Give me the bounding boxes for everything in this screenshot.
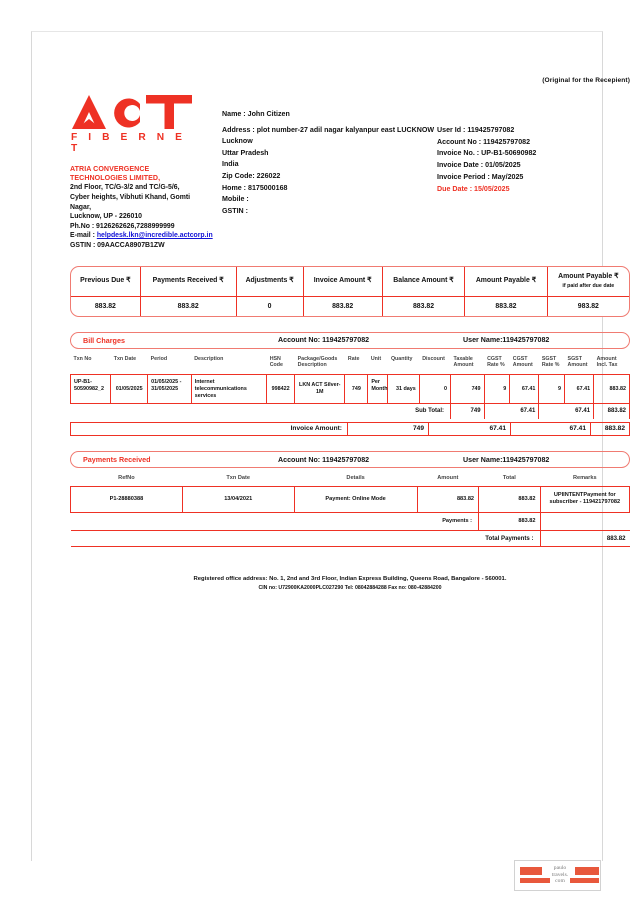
- summary-value-amount-payable: 883.82: [465, 296, 547, 316]
- invoice-content: [70, 77, 630, 593]
- payments-received-account-no: Account No: 119425797082: [278, 455, 370, 464]
- summary-col-invoice-amount: Invoice Amount ₹: [303, 267, 382, 297]
- charges-cell-quantity: 31 days: [388, 374, 419, 403]
- charges-col-discount: Discount: [422, 355, 445, 362]
- charges-col-description: Description: [194, 355, 224, 362]
- bill-charges-table: [70, 353, 630, 419]
- payments-cell-details: Payment: Online Mode: [294, 487, 417, 512]
- charges-col-txn-no: Txn No: [73, 355, 92, 362]
- summary-value-invoice-amount: 883.82: [303, 296, 382, 316]
- company-block: [70, 93, 222, 251]
- customer-home-phone: Home : 8175000168: [222, 183, 288, 192]
- charges-cell-unit: Per Month: [368, 374, 388, 403]
- meta-user-id: User Id : 119425797082: [437, 126, 515, 134]
- customer-name: Name : John Citizen: [222, 110, 290, 118]
- invoice-amount-taxable: 749: [347, 423, 428, 435]
- charges-cell-cgst-rate: 9: [484, 374, 510, 403]
- paulo-travels-watermark: [514, 860, 601, 891]
- charges-col-taxable-amount: Taxable Amount: [453, 355, 474, 369]
- payments-col-txn-date: Txn Date: [226, 475, 250, 482]
- charges-subtotal-sgst-amount: 67.41: [565, 404, 594, 419]
- summary-table: [70, 266, 630, 317]
- summary-col-adjustments: Adjustments ₹: [236, 267, 303, 297]
- summary-col-amount-payable: Amount Payable ₹: [465, 267, 547, 297]
- payments-total-value: 883.82: [540, 530, 629, 546]
- watermark-text: [543, 865, 577, 885]
- summary-header-row: [71, 267, 629, 297]
- watermark-line1: paulo: [553, 865, 567, 871]
- invoice-header: [70, 93, 630, 251]
- charges-subtotal-cgst-amount: 67.41: [510, 404, 539, 419]
- charges-cell-txn-no: UP-B1-50590982_2: [71, 374, 111, 403]
- company-email-label: E-mail :: [70, 232, 97, 240]
- watermark-line2: travels.: [551, 871, 569, 878]
- payments-received-banner: [70, 451, 630, 468]
- meta-account-no: Account No : 119425797082: [437, 137, 531, 146]
- customer-zip: Zip Code: 226022: [222, 171, 281, 180]
- charges-col-package: Package/Goods Description: [297, 355, 338, 369]
- charges-cell-sgst-amount: 67.41: [565, 374, 594, 403]
- act-fibernet-logo: [70, 93, 194, 154]
- charges-data-row: [71, 374, 630, 403]
- company-name-line2: TECHNOLOGIES LIMITED,: [70, 174, 161, 183]
- act-logo-icon: [70, 93, 194, 131]
- charges-col-hsn-code: HSN Code: [269, 355, 283, 369]
- summary-col-payments-received: Payments Received ₹: [140, 267, 236, 297]
- charges-col-quantity: Quantity: [390, 355, 413, 362]
- payments-subtotal-row: [71, 512, 630, 530]
- summary-value-payments-received: 883.82: [140, 296, 236, 316]
- footer-registered-office: Registered office address: No. 1, 2nd and 3rd Floor, Indian Express Building, Queens Road, Bangalore - 560001.: [193, 575, 507, 582]
- charges-cell-description: Internet telecommunications services: [191, 374, 266, 403]
- invoice-amount-row: [70, 422, 630, 436]
- charges-cell-hsn-code: 998422: [267, 374, 295, 403]
- summary-col-amount-payable-late: Amount Payable ₹ if paid after due date: [547, 267, 629, 297]
- company-email-link[interactable]: helpdesk.lkn@incredible.actcorp.in: [96, 232, 213, 240]
- payments-cell-ref-no: P1-28880388: [71, 487, 183, 512]
- charges-cell-period: 01/05/2025 - 31/05/2025: [148, 374, 192, 403]
- customer-mobile: Mobile :: [222, 195, 249, 204]
- payments-received-user-name: User Name:119425797082: [463, 455, 550, 464]
- charges-col-cgst-amount: CGST Amount: [512, 355, 533, 369]
- customer-gstin: GSTIN :: [222, 206, 249, 215]
- summary-value-previous-due: 883.82: [71, 296, 140, 316]
- charges-subtotal-row: [71, 404, 630, 419]
- payments-total-row: [71, 530, 630, 546]
- meta-invoice-no: Invoice No. : UP-B1-50690982: [437, 149, 537, 158]
- meta-invoice-period: Invoice Period : May/2025: [437, 172, 524, 181]
- fibernet-wordmark: F I B E R N E T: [71, 132, 186, 154]
- company-address-block: [70, 165, 220, 251]
- summary-value-adjustments: 0: [236, 296, 303, 316]
- bill-charges-banner: [70, 332, 630, 349]
- charges-col-cgst-rate: CGST Rate %: [487, 355, 505, 369]
- meta-due-date: Due Date : 15/05/2025: [437, 184, 510, 193]
- charges-header-row: [71, 353, 630, 375]
- charges-cell-cgst-amount: 67.41: [510, 374, 539, 403]
- company-address-line2: Cyber heights, Vibhuti Khand, Gomti: [70, 194, 191, 201]
- charges-cell-package: LKN ACT Silver-1M: [295, 374, 345, 403]
- charges-col-period: Period: [150, 355, 168, 362]
- charges-col-sgst-amount: SGST Amount: [567, 355, 588, 369]
- company-email-row: [70, 231, 220, 241]
- customer-state: Uttar Pradesh: [222, 148, 269, 157]
- payments-col-details: Details: [346, 475, 365, 482]
- payments-col-ref-no: RefNo: [118, 475, 135, 482]
- customer-city: Lucknow: [222, 137, 253, 146]
- invoice-meta-block: [437, 93, 630, 195]
- summary-value-balance-amount: 883.82: [382, 296, 465, 316]
- summary-col-previous-due: Previous Due ₹: [71, 267, 140, 297]
- invoice-amount-label: Invoice Amount:: [290, 425, 342, 433]
- summary-value-row: [71, 296, 629, 316]
- bill-charges-user-name: User Name:119425797082: [463, 336, 550, 345]
- customer-country: India: [222, 160, 239, 169]
- payments-subtotal-label: Payments :: [71, 512, 479, 530]
- charges-cell-amount-incl-tax: 883.82: [594, 374, 630, 403]
- payments-cell-remarks: UPIINTENTPayment for subscriber - 119421797082: [540, 487, 629, 512]
- charges-subtotal-label: Sub Total:: [415, 408, 445, 415]
- copy-type-note: (Original for the Recepient): [542, 77, 630, 84]
- payments-received-table: [70, 472, 630, 547]
- customer-address: Address : plot number-27 adil nagar kalyanpur east LUCKNOW: [222, 125, 435, 134]
- invoice-amount-sgst: 67.41: [510, 423, 590, 435]
- bill-charges-account-no: Account No: 119425797082: [278, 336, 370, 345]
- charges-cell-discount: 0: [419, 374, 450, 403]
- payments-col-amount: Amount: [437, 475, 459, 482]
- company-name-line1: ATRIA CONVERGENCE: [70, 165, 150, 173]
- watermark-line3: com: [555, 878, 565, 885]
- payments-cell-txn-date: 13/04/2021: [182, 487, 294, 512]
- summary-value-amount-payable-late: 983.82: [577, 302, 599, 310]
- payments-data-row: [71, 487, 630, 512]
- payments-col-remarks: Remarks: [572, 475, 597, 482]
- payments-cell-amount: 883.82: [417, 487, 478, 512]
- payments-cell-total: 883.82: [479, 487, 540, 512]
- invoice-sheet: [31, 31, 630, 861]
- company-gstin: GSTIN : 09AACCA8907B1ZW: [70, 241, 165, 249]
- company-phone: Ph.No : 9126262626,7288999999: [70, 222, 175, 230]
- company-address-line1: 2nd Floor, TC/G-3/2 and TC/G-5/6,: [70, 184, 180, 192]
- customer-block: [222, 93, 437, 217]
- company-address-line3: Nagar,: [70, 203, 92, 211]
- payments-total-label: Total Payments :: [71, 530, 541, 546]
- charges-subtotal-amount-incl-tax: 883.82: [594, 404, 630, 419]
- charges-subtotal-taxable-amount: 749: [451, 404, 485, 419]
- company-address-line4: Lucknow, UP - 226010: [70, 213, 142, 221]
- charges-cell-taxable-amount: 749: [451, 374, 485, 403]
- invoice-footer: [70, 575, 630, 593]
- footer-cin-line: CIN no: U72900KA2000PLC027290 Tel: 08042884288 Fax no: 080-42884200: [258, 584, 442, 591]
- summary-col-balance-amount: Balance Amount ₹: [382, 267, 465, 297]
- meta-invoice-date: Invoice Date : 01/05/2025: [437, 161, 521, 170]
- payments-subtotal-blank: [540, 512, 629, 530]
- invoice-amount-incl-tax: 883.82: [590, 423, 629, 435]
- charges-cell-txn-date: 01/05/2025: [111, 374, 148, 403]
- charges-col-sgst-rate: SGST Rate %: [541, 355, 560, 369]
- invoice-amount-cgst: 67.41: [428, 423, 510, 435]
- payments-received-title: Payments Received: [83, 455, 151, 465]
- charges-col-amount-incl-tax: Amount Incl. Tax: [596, 355, 618, 369]
- charges-cell-rate: 749: [345, 374, 368, 403]
- payments-col-total: Total: [502, 475, 516, 482]
- charges-col-rate: Rate: [347, 355, 360, 362]
- charges-cell-sgst-rate: 9: [539, 374, 565, 403]
- payments-subtotal-value: 883.82: [479, 512, 540, 530]
- payments-header-row: [71, 472, 630, 487]
- bill-charges-title: Bill Charges: [83, 335, 125, 345]
- charges-col-txn-date: Txn Date: [113, 355, 137, 362]
- charges-col-unit: Unit: [370, 355, 382, 362]
